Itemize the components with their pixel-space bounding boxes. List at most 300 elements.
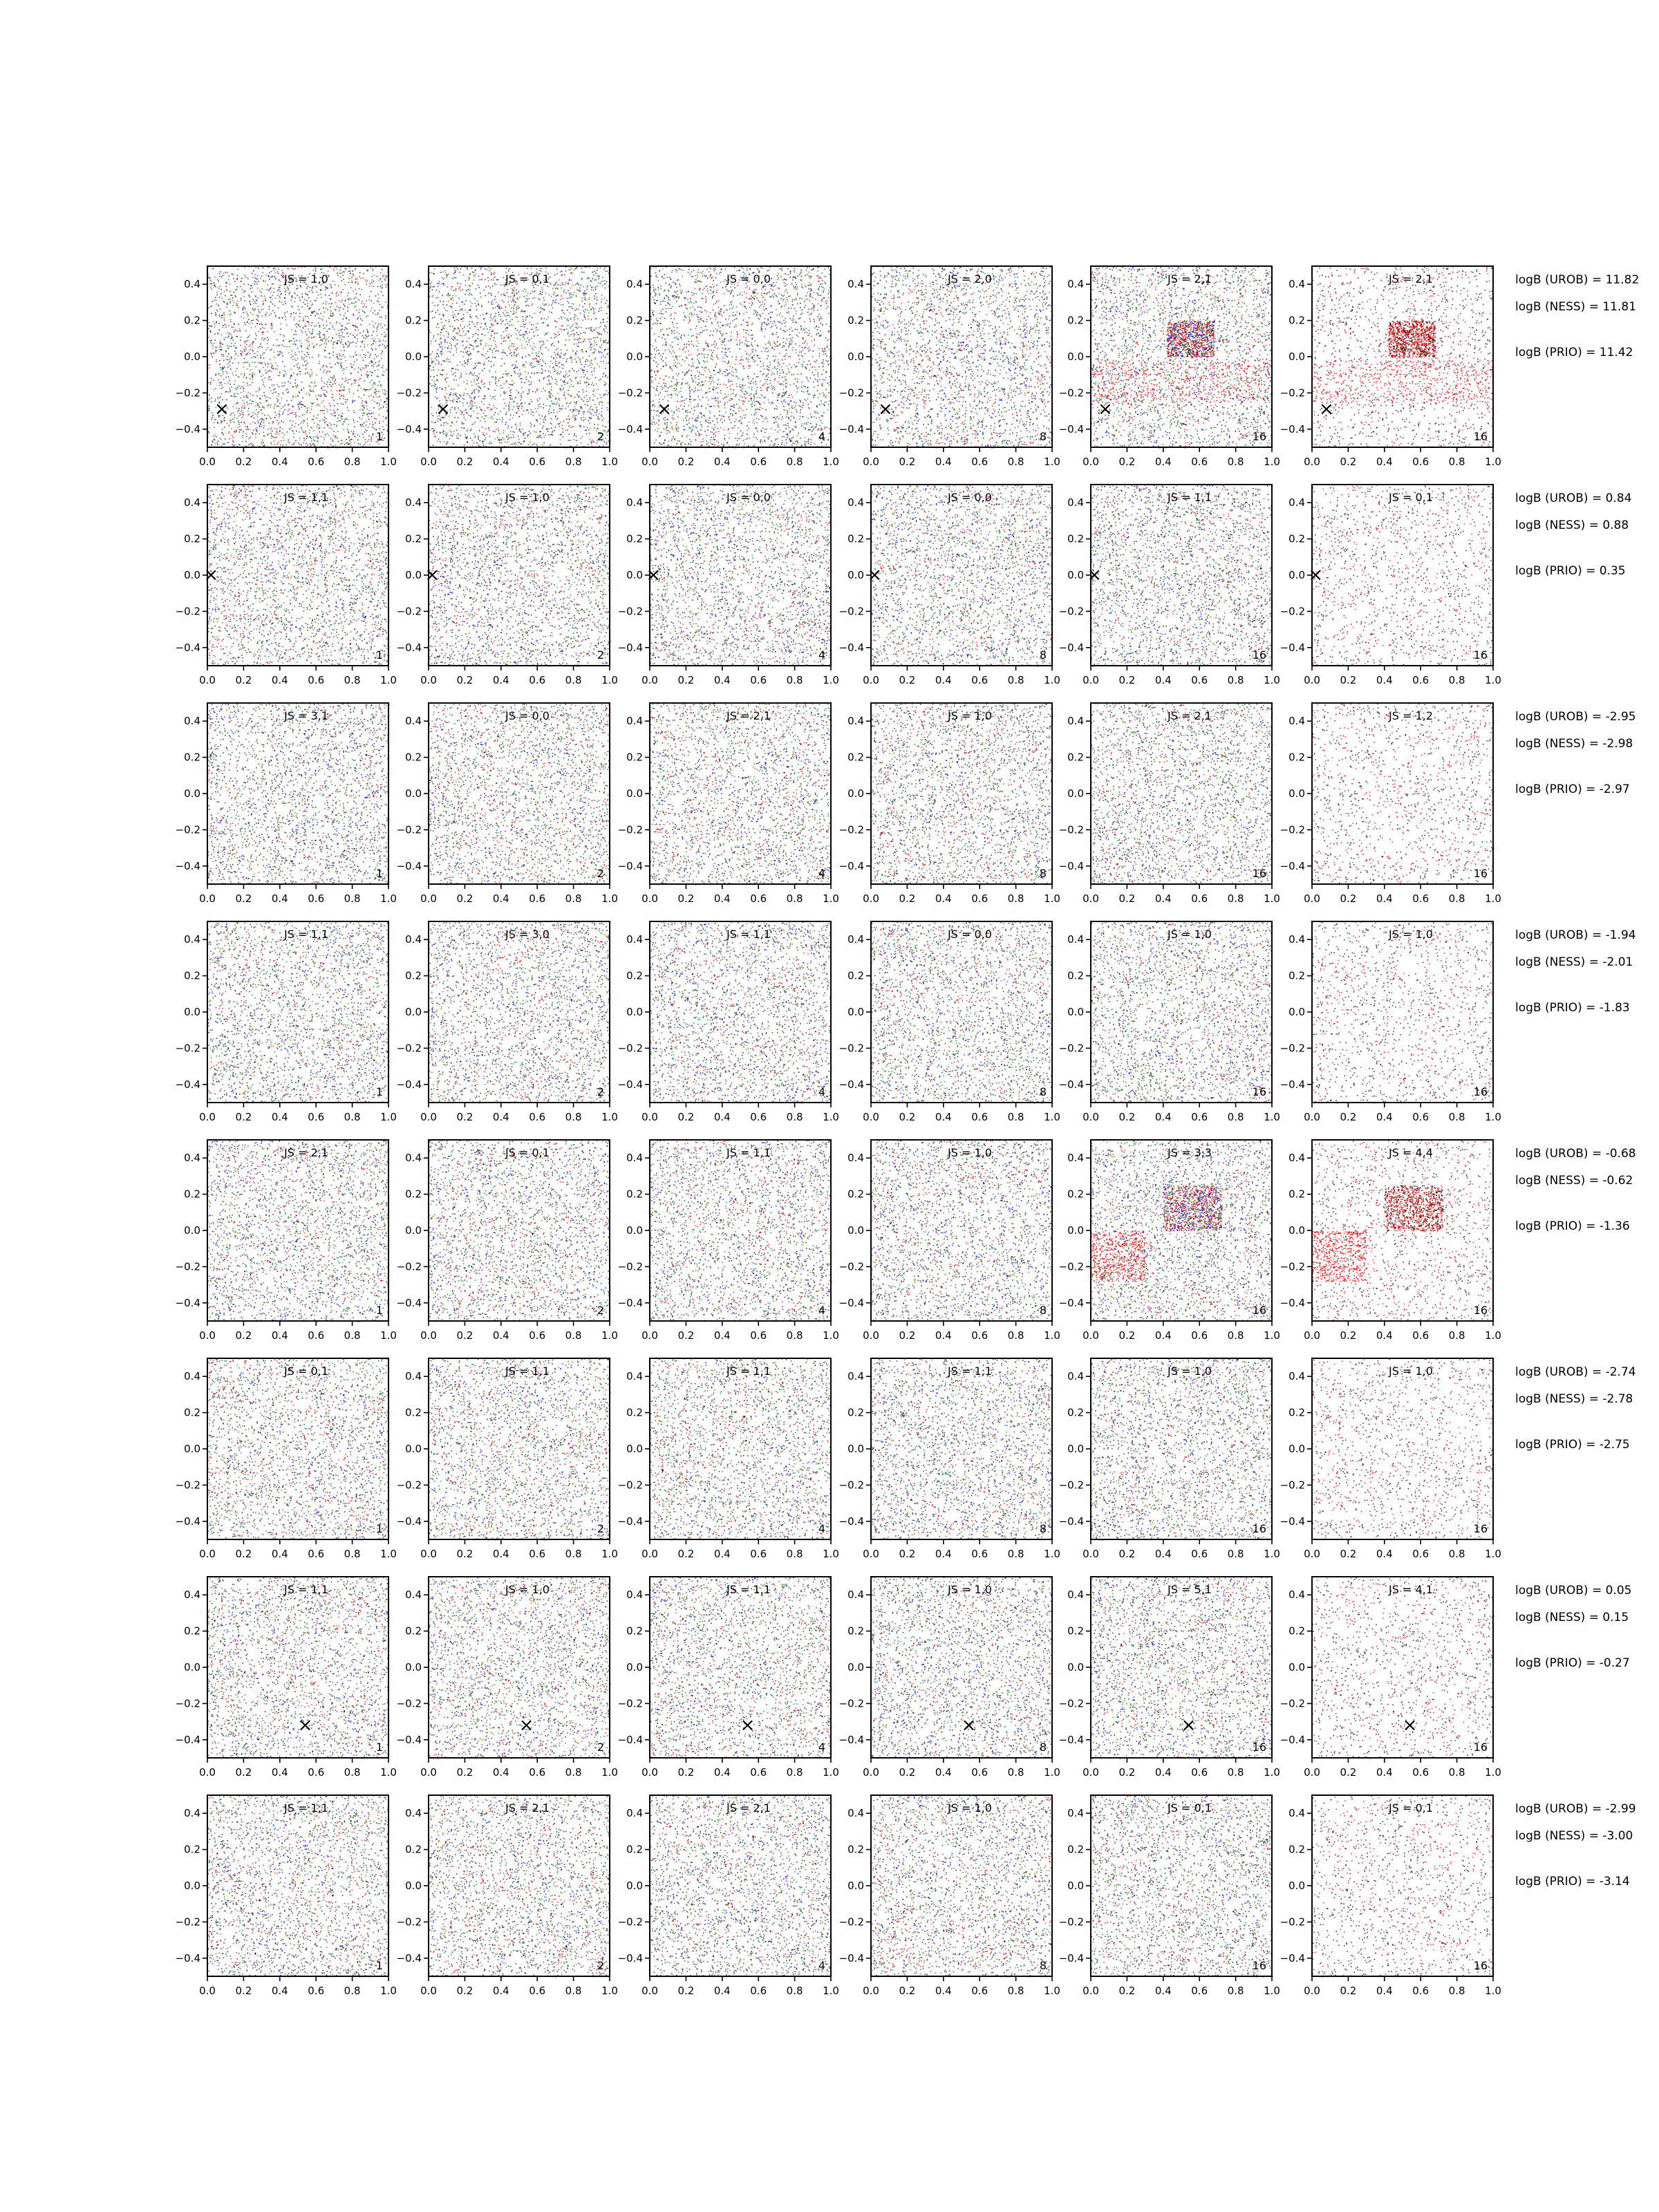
point <box>386 401 387 402</box>
point <box>272 385 273 386</box>
point <box>307 303 308 305</box>
point <box>267 337 268 338</box>
point <box>345 284 346 285</box>
point <box>279 287 281 288</box>
point <box>255 437 256 438</box>
point <box>265 338 266 339</box>
point <box>364 303 365 305</box>
point <box>382 365 384 366</box>
point <box>228 431 229 433</box>
point <box>230 415 232 416</box>
point <box>365 335 366 336</box>
point <box>219 350 221 351</box>
point <box>261 292 262 293</box>
point <box>243 382 244 384</box>
point <box>263 435 265 437</box>
point <box>252 415 254 416</box>
point <box>368 335 369 337</box>
point <box>371 353 372 355</box>
point <box>309 324 310 326</box>
point <box>209 427 211 429</box>
point <box>368 416 369 418</box>
point <box>241 386 243 388</box>
point <box>317 405 318 406</box>
point <box>313 386 315 388</box>
point <box>272 393 273 395</box>
point <box>356 310 357 311</box>
point <box>311 438 312 440</box>
point <box>378 364 379 366</box>
point <box>288 353 290 354</box>
point <box>289 293 290 294</box>
point <box>359 312 360 313</box>
point <box>222 369 223 371</box>
point <box>272 325 273 326</box>
point <box>328 371 329 372</box>
point <box>306 434 307 435</box>
point <box>364 389 366 391</box>
point <box>288 288 289 290</box>
point <box>245 276 246 278</box>
point <box>269 417 270 418</box>
point <box>320 269 321 270</box>
point <box>265 397 267 398</box>
point <box>229 391 231 393</box>
point <box>310 382 312 384</box>
point <box>369 444 371 446</box>
point <box>330 390 332 391</box>
point <box>353 291 354 292</box>
point <box>324 370 326 371</box>
point <box>229 332 231 334</box>
point <box>225 351 227 353</box>
corner-label: 1 <box>376 430 383 443</box>
point <box>299 313 301 315</box>
point <box>353 364 355 366</box>
point <box>385 284 386 285</box>
point <box>210 278 212 279</box>
point <box>335 284 336 285</box>
point <box>260 344 261 345</box>
point <box>289 292 290 293</box>
point <box>343 395 344 396</box>
point <box>277 366 279 367</box>
point <box>335 412 336 413</box>
point <box>359 309 361 310</box>
point <box>252 350 254 352</box>
point <box>323 365 324 366</box>
point <box>253 430 254 431</box>
point <box>310 445 312 447</box>
point <box>383 421 384 422</box>
point <box>377 314 378 315</box>
point <box>353 431 355 432</box>
point <box>368 352 369 353</box>
point <box>281 351 282 353</box>
point <box>341 442 343 444</box>
point <box>339 394 340 395</box>
point <box>284 434 285 435</box>
point <box>312 331 314 332</box>
point <box>344 388 345 389</box>
point <box>362 367 364 368</box>
point <box>214 333 216 335</box>
point <box>214 299 216 301</box>
point <box>348 292 349 294</box>
point <box>370 413 371 415</box>
point <box>247 368 248 370</box>
point <box>256 366 257 368</box>
point <box>228 299 229 301</box>
point <box>336 334 337 335</box>
point <box>375 339 376 340</box>
point <box>263 280 265 281</box>
point <box>211 288 212 290</box>
point <box>298 404 299 406</box>
point <box>219 297 221 298</box>
point <box>343 355 344 356</box>
point <box>232 444 234 445</box>
point <box>374 401 375 402</box>
point <box>351 383 353 384</box>
point <box>259 346 261 348</box>
point <box>313 337 315 338</box>
y-tick-label: 0.4 <box>184 278 200 290</box>
point <box>288 439 290 440</box>
point <box>349 298 350 299</box>
point <box>379 421 380 422</box>
point <box>247 354 248 355</box>
point <box>359 299 360 301</box>
point <box>254 374 256 375</box>
point <box>209 432 210 433</box>
point <box>355 279 357 280</box>
x-tick-label: 0.8 <box>344 456 361 468</box>
point <box>225 272 227 273</box>
point <box>291 340 292 341</box>
point <box>214 276 216 278</box>
point <box>212 412 213 413</box>
point <box>293 444 294 445</box>
x-tick-label: 1.0 <box>380 456 397 468</box>
point <box>337 354 338 355</box>
point <box>220 383 221 384</box>
point <box>290 413 291 414</box>
point <box>373 407 375 409</box>
point <box>247 392 249 393</box>
point <box>232 297 234 299</box>
point <box>276 415 277 416</box>
point <box>330 409 331 411</box>
point <box>221 375 222 377</box>
point <box>295 385 297 386</box>
point <box>236 279 238 281</box>
point <box>333 270 335 271</box>
point <box>243 283 245 285</box>
point <box>228 279 229 281</box>
point <box>297 340 298 341</box>
point <box>374 358 375 359</box>
point <box>321 318 322 319</box>
point <box>308 347 309 348</box>
point <box>274 412 276 413</box>
point <box>232 373 234 374</box>
point <box>371 308 373 309</box>
point <box>343 275 344 276</box>
point <box>364 395 365 396</box>
point <box>237 402 238 404</box>
point <box>324 334 325 335</box>
point <box>262 419 263 420</box>
point <box>223 317 225 319</box>
point <box>209 410 210 411</box>
point <box>368 389 370 391</box>
point <box>332 315 334 316</box>
point <box>365 429 366 431</box>
point <box>238 427 239 429</box>
point <box>252 343 253 344</box>
point <box>214 353 215 355</box>
point <box>262 406 263 408</box>
point <box>359 276 360 277</box>
point <box>311 441 312 442</box>
point <box>343 303 344 305</box>
point <box>265 373 267 374</box>
point <box>347 429 348 431</box>
point <box>339 353 340 355</box>
point <box>333 431 335 432</box>
point <box>238 355 239 357</box>
point <box>279 433 280 435</box>
point <box>257 417 259 418</box>
point <box>293 344 294 345</box>
marker: × <box>214 399 229 420</box>
point <box>257 288 259 289</box>
point <box>256 278 257 279</box>
point <box>337 431 339 432</box>
point <box>244 296 245 297</box>
point <box>268 340 269 341</box>
point <box>312 403 313 404</box>
point <box>336 306 337 307</box>
point <box>345 269 346 270</box>
point <box>228 377 229 378</box>
point <box>239 413 241 414</box>
point <box>215 297 216 299</box>
x-tick-label: 0.2 <box>235 456 252 468</box>
point <box>306 360 308 362</box>
point <box>274 441 275 442</box>
point <box>277 271 279 272</box>
point <box>372 321 373 322</box>
point <box>218 281 219 282</box>
point <box>230 395 232 397</box>
point <box>277 400 279 401</box>
point <box>294 414 296 415</box>
point <box>294 442 295 444</box>
point <box>241 422 242 423</box>
point <box>292 268 293 270</box>
point <box>209 399 211 400</box>
point <box>342 332 344 333</box>
point <box>377 370 379 371</box>
point <box>223 273 225 274</box>
point <box>225 286 227 288</box>
point <box>312 329 314 330</box>
point <box>263 309 264 310</box>
point <box>308 297 310 299</box>
point <box>276 437 277 438</box>
point <box>368 413 370 414</box>
point <box>302 365 303 366</box>
point <box>337 275 339 276</box>
point <box>366 406 368 407</box>
point <box>223 420 225 421</box>
point <box>234 330 236 331</box>
point <box>276 429 278 430</box>
point <box>270 359 271 360</box>
point <box>277 290 279 292</box>
point <box>353 341 354 343</box>
point <box>278 396 279 397</box>
point <box>290 299 292 301</box>
point <box>209 409 210 410</box>
point <box>361 419 362 420</box>
point <box>270 404 272 406</box>
point <box>303 357 305 359</box>
point <box>224 291 225 292</box>
point <box>241 411 242 412</box>
point <box>229 433 230 434</box>
point <box>288 410 289 411</box>
point <box>292 355 294 357</box>
point <box>250 349 251 350</box>
point <box>250 437 252 438</box>
point <box>288 290 289 291</box>
point <box>267 406 268 407</box>
point <box>315 345 316 346</box>
point <box>215 351 216 353</box>
point <box>234 422 235 423</box>
point <box>263 375 264 376</box>
point <box>263 382 264 383</box>
point <box>237 411 238 413</box>
point <box>241 392 242 393</box>
point <box>274 268 276 270</box>
point <box>312 419 313 420</box>
point <box>333 343 335 344</box>
point <box>270 287 272 288</box>
point <box>376 375 377 377</box>
point <box>242 441 243 442</box>
point <box>276 444 278 445</box>
point <box>366 281 367 283</box>
point <box>212 326 213 327</box>
point <box>362 341 363 342</box>
point <box>334 405 335 406</box>
point <box>313 419 315 420</box>
point <box>297 348 299 349</box>
point <box>283 437 284 438</box>
point <box>270 406 271 408</box>
point <box>225 295 226 297</box>
point <box>255 339 256 340</box>
point <box>386 431 388 432</box>
point <box>209 368 210 369</box>
point <box>363 307 364 308</box>
point <box>219 342 221 344</box>
point <box>224 315 225 316</box>
point <box>384 390 386 391</box>
point <box>326 339 328 340</box>
point <box>229 388 230 389</box>
point <box>373 303 375 304</box>
point <box>307 410 308 411</box>
point <box>252 292 253 293</box>
point <box>367 389 368 391</box>
point <box>332 377 333 378</box>
point <box>339 300 340 301</box>
point <box>317 344 318 345</box>
point <box>211 281 212 282</box>
point <box>326 418 327 420</box>
point <box>340 386 341 388</box>
point <box>283 376 285 377</box>
point <box>270 364 272 365</box>
point <box>335 302 337 303</box>
point <box>302 297 303 298</box>
point <box>343 319 344 320</box>
point <box>340 292 341 294</box>
x-tick-label: 0.4 <box>272 456 288 468</box>
point <box>240 345 241 346</box>
point <box>257 306 259 308</box>
point <box>289 442 290 444</box>
point <box>382 285 383 286</box>
point <box>239 328 241 330</box>
point <box>325 328 326 329</box>
point <box>274 408 275 409</box>
point <box>220 271 221 272</box>
point <box>294 330 296 331</box>
point <box>340 270 341 271</box>
point <box>263 384 264 386</box>
point <box>335 380 336 382</box>
point <box>341 418 343 420</box>
panel-r1-c1 <box>176 266 397 468</box>
point <box>289 346 290 348</box>
point <box>237 275 238 276</box>
point <box>306 412 308 413</box>
point <box>263 422 265 424</box>
point <box>324 312 326 313</box>
point <box>377 365 379 366</box>
point <box>247 337 248 339</box>
point <box>241 300 242 301</box>
point <box>214 324 216 325</box>
point <box>239 330 241 331</box>
point <box>339 415 340 416</box>
point <box>374 392 375 393</box>
point <box>323 303 324 304</box>
point <box>269 423 270 424</box>
point <box>251 327 252 328</box>
point <box>229 384 231 385</box>
point <box>348 336 349 337</box>
point <box>279 415 281 416</box>
point <box>354 442 355 444</box>
scatter-points <box>207 266 389 448</box>
